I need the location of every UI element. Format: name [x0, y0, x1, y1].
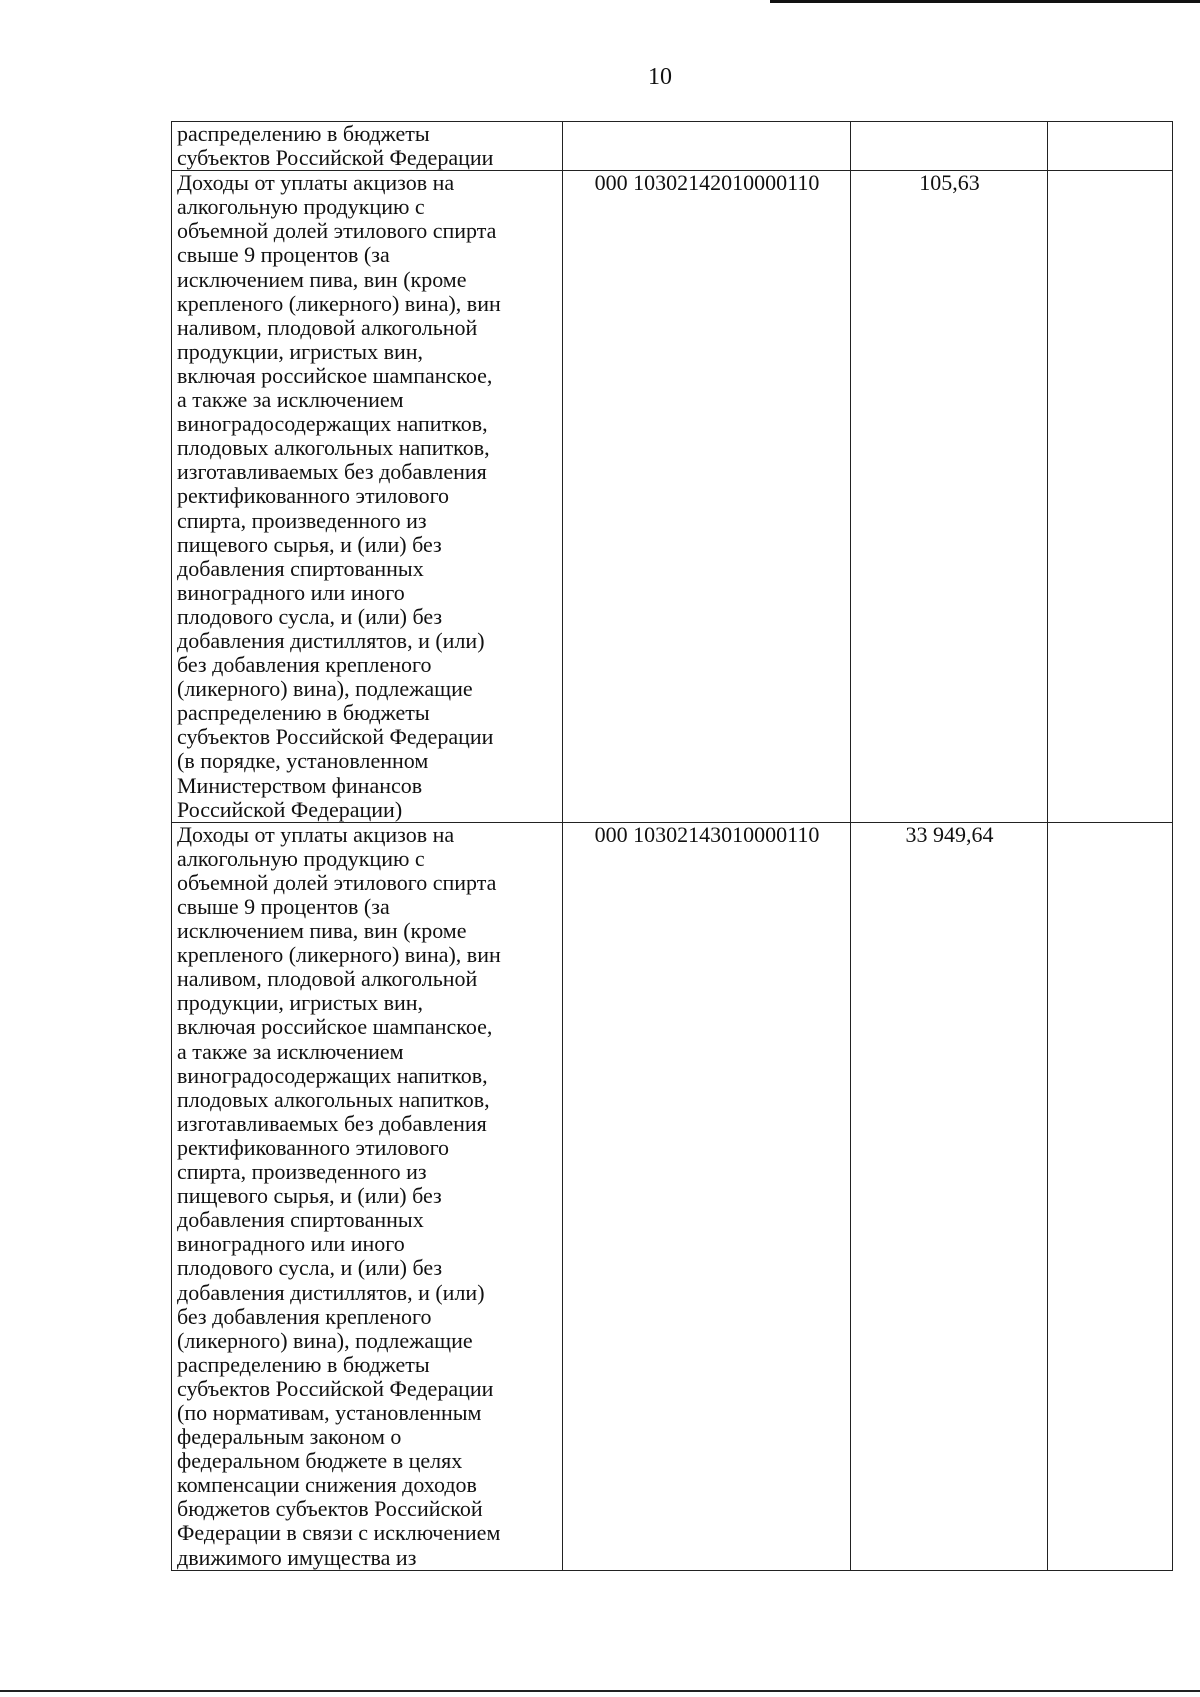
table-cell-amount: [851, 122, 1048, 171]
table-cell-extra: [1048, 122, 1173, 171]
table-cell-amount: 33 949,64: [851, 822, 1048, 1570]
row-description: распределению в бюджеты субъектов Российской Федерации: [177, 121, 494, 171]
table-cell-code: 000 10302142010000110: [563, 171, 851, 823]
scan-edge-top: [770, 0, 1200, 3]
table-cell-code: [563, 122, 851, 171]
revenue-table: [171, 121, 1173, 1571]
table-cell-amount: 105,63: [851, 171, 1048, 823]
page-number: 10: [648, 64, 672, 90]
table-cell-extra: [1048, 822, 1173, 1570]
table-cell-extra: [1048, 171, 1173, 823]
table-cell-code: 000 10302143010000110: [563, 822, 851, 1570]
table-cell-description: [172, 822, 563, 1570]
row-description: Доходы от уплаты акцизов на алкогольную продукцию с объемной долей этилового спирта свыше 9 процентов (за исключением пива, вин (кроме крепленого (ликерного) вина), вин наливом, плодовой алкогольной продукции, игристых вин, включая российское шампанское, а также за исключением виноградосодержащих напитков, плодовых алкогольных напитков, изготавливаемых без добавления ректификованного этилового спирта, произведенного из пищевого сырья, и (или) без добавления спиртованных виноградного или иного плодового сусла, и (или) без добавления дистиллятов, и (или) без добавления крепленого (ликерного) вина), подлежащие распределению в бюджеты субъектов Российской Федерации (по нормативам, установленным федеральным законом о федеральном бюджете в целях компенсации снижения доходов бюджетов субъектов Российской Федерации в связи с исключением движимого имущества из: [177, 821, 501, 1570]
table-row: [172, 822, 1173, 1570]
table-cell-description: [172, 171, 563, 823]
table-cell-description: [172, 122, 563, 171]
table-row: [172, 171, 1173, 823]
row-description: Доходы от уплаты акцизов на алкогольную продукцию с объемной долей этилового спирта свыше 9 процентов (за исключением пива, вин (кроме крепленого (ликерного) вина), вин наливом, плодовой алкогольной продукции, игристых вин, включая российское шампанское, а также за исключением виноградосодержащих напитков, плодовых алкогольных напитков, изготавливаемых без добавления ректификованного этилового спирта, произведенного из пищевого сырья, и (или) без добавления спиртованных виноградного или иного плодового сусла, и (или) без добавления дистиллятов, и (или) без добавления крепленого (ликерного) вина), подлежащие распределению в бюджеты субъектов Российской Федерации (в порядке, установленном Министерством финансов Российской Федерации): [177, 170, 501, 822]
table-row: [172, 122, 1173, 171]
scan-edge-bottom: [0, 1690, 1200, 1692]
